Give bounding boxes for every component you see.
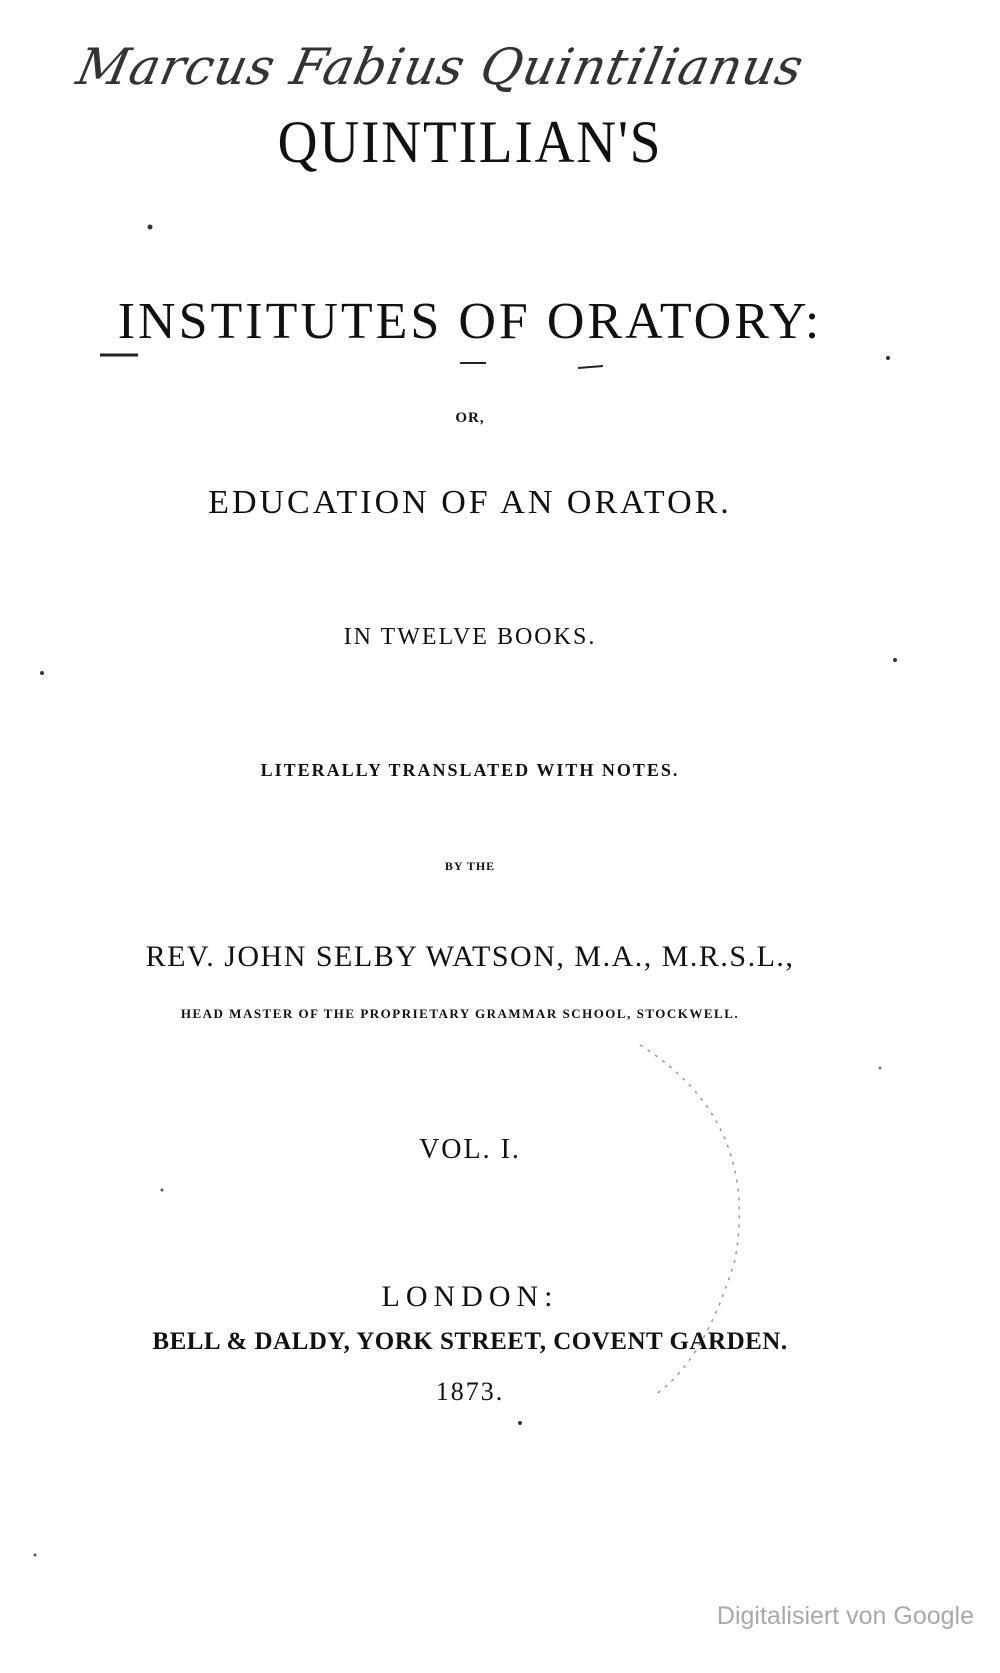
- publisher-info: BELL & DALDY, YORK STREET, COVENT GARDEN.: [152, 1328, 788, 1355]
- volume-number: VOL. I.: [419, 1134, 521, 1165]
- book-subtitle: INSTITUTES OF ORATORY:: [117, 293, 823, 350]
- circular-stamp-trace: [640, 1045, 739, 1395]
- speck: [34, 1554, 37, 1557]
- by-line: BY THE: [444, 859, 496, 873]
- book-title: QUINTILIAN'S: [277, 109, 663, 175]
- connector-text: OR,: [455, 410, 485, 426]
- publication-city: LONDON:: [381, 1280, 559, 1313]
- digitization-watermark: Digitalisiert von Google: [716, 1602, 974, 1630]
- speck: [161, 1189, 164, 1192]
- speck: [40, 671, 44, 675]
- author-name: REV. JOHN SELBY WATSON, M.A., M.R.S.L.,: [145, 940, 795, 973]
- speck: [893, 658, 897, 662]
- speck: [148, 225, 153, 230]
- underline-mark: [578, 366, 603, 368]
- translation-note: LITERALLY TRANSLATED WITH NOTES.: [260, 760, 680, 780]
- author-description: HEAD MASTER OF THE PROPRIETARY GRAMMAR SCHOOL, STOCKWELL.: [180, 1006, 740, 1021]
- publication-year: 1873.: [435, 1377, 505, 1406]
- alternate-title: EDUCATION OF AN ORATOR.: [208, 484, 732, 521]
- books-count: IN TWELVE BOOKS.: [343, 624, 597, 650]
- speck: [879, 1067, 882, 1070]
- speck: [518, 1421, 522, 1425]
- speck: [886, 356, 890, 360]
- handwritten-note: Marcus Fabius Quintilianus: [71, 38, 810, 96]
